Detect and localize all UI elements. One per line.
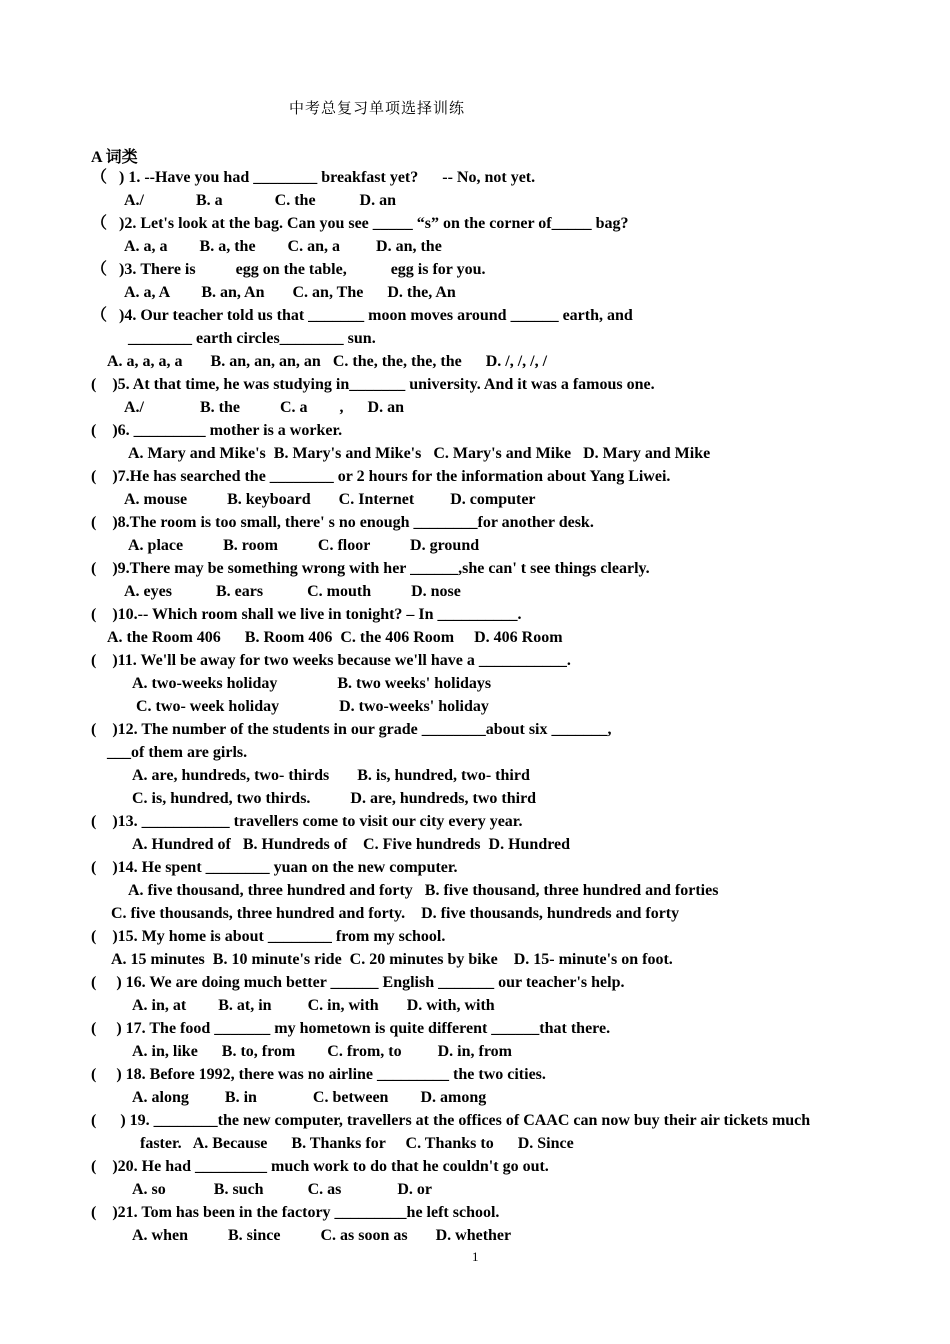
question-line: C. two- week holiday D. two-weeks' holiday [136, 698, 489, 715]
question-line: A. 15 minutes B. 10 minute's ride C. 20 minutes by bike D. 15- minute's on foot. [111, 951, 673, 968]
question-line: A. in, at B. at, in C. in, with D. with, with [132, 997, 495, 1014]
question-line: C. five thousands, three hundred and forty. D. five thousands, hundreds and forty [111, 905, 680, 922]
question-line: A./ B. a C. the D. an [124, 192, 397, 209]
question-line: ___of them are girls. [107, 744, 248, 761]
question-line: faster. A. Because B. Thanks for C. Thanks to D. Since [140, 1135, 574, 1152]
question-line: A. eyes B. ears C. mouth D. nose [124, 583, 461, 600]
question-line: ( )15. My home is about ________ from my school. [91, 928, 446, 945]
question-line: A. two-weeks holiday B. two weeks' holidays [132, 675, 492, 692]
question-line: A. so B. such C. as D. or [132, 1181, 433, 1198]
question-line: ( ) 19. ________the new computer, travellers at the offices of CAAC can now buy their air tickets much [91, 1112, 811, 1129]
question-line: （ ) 1. --Have you had ________ breakfast yet? -- No, not yet. [91, 169, 536, 186]
question-line: ( )11. We'll be away for two weeks because we'll have a ___________. [91, 652, 571, 669]
question-line: A. a, a B. a, the C. an, a D. an, the [124, 238, 442, 255]
question-line: A. mouse B. keyboard C. Internet D. computer [124, 491, 536, 508]
question-line: A. in, like B. to, from C. from, to D. in, from [132, 1043, 512, 1060]
question-line: ( )9.There may be something wrong with her ______,she can' t see things clearly. [91, 560, 650, 577]
question-line: A. a, A B. an, An C. an, The D. the, An [124, 284, 456, 301]
section-heading: A 词类 [91, 149, 138, 166]
question-line: A. the Room 406 B. Room 406 C. the 406 Room D. 406 Room [107, 629, 563, 646]
question-line: ( )14. He spent ________ yuan on the new computer. [91, 859, 458, 876]
question-line: ( ) 18. Before 1992, there was no airline _________ the two cities. [91, 1066, 546, 1083]
question-line: ( )10.-- Which room shall we live in tonight? – In __________. [91, 606, 522, 623]
question-line: A. along B. in C. between D. among [132, 1089, 487, 1106]
question-line: A. Mary and Mike's B. Mary's and Mike's C. Mary's and Mike D. Mary and Mike [128, 445, 711, 462]
question-line: ( )12. The number of the students in our grade ________about six _______, [91, 721, 612, 738]
question-line: A./ B. the C. a , D. an [124, 399, 405, 416]
question-line: ( )7.He has searched the ________ or 2 hours for the information about Yang Liwei. [91, 468, 671, 485]
question-line: A. five thousand, three hundred and forty B. five thousand, three hundred and forties [128, 882, 719, 899]
page-number: 1 [472, 1249, 479, 1264]
question-line: ( )8.The room is too small, there' s no enough ________for another desk. [91, 514, 594, 531]
question-line: （ )2. Let's look at the bag. Can you see _____ “s” on the corner of_____ bag? [91, 215, 629, 232]
question-line: ( )13. ___________ travellers come to visit our city every year. [91, 813, 523, 830]
question-line: ________ earth circles________ sun. [128, 330, 376, 347]
question-line: ( )6. _________ mother is a worker. [91, 422, 343, 439]
question-line: ( )20. He had _________ much work to do that he couldn't go out. [91, 1158, 549, 1175]
question-line: A. are, hundreds, two- thirds B. is, hundred, two- third [132, 767, 530, 784]
question-line: A. Hundred of B. Hundreds of C. Five hundreds D. Hundred [132, 836, 571, 853]
question-line: A. when B. since C. as soon as D. whether [132, 1227, 512, 1244]
question-line: ( )5. At that time, he was studying in_______ university. And it was a famous one. [91, 376, 655, 393]
question-line: ( ) 17. The food _______ my hometown is quite different ______that there. [91, 1020, 611, 1037]
question-line: ( )21. Tom has been in the factory _________he left school. [91, 1204, 500, 1221]
question-line: A. place B. room C. floor D. ground [128, 537, 480, 554]
question-line: （ )3. There is egg on the table, egg is for you. [91, 261, 486, 278]
question-line: （ )4. Our teacher told us that _______ moon moves around ______ earth, and [91, 307, 633, 324]
question-line: A. a, a, a, a B. an, an, an, an C. the, the, the, the D. /, /, /, / [107, 353, 548, 370]
question-line: C. is, hundred, two thirds. D. are, hundreds, two third [132, 790, 537, 807]
question-line: ( ) 16. We are doing much better ______ English _______ our teacher's help. [91, 974, 625, 991]
page-title: 中考总复习单项选择训练 [289, 99, 466, 117]
